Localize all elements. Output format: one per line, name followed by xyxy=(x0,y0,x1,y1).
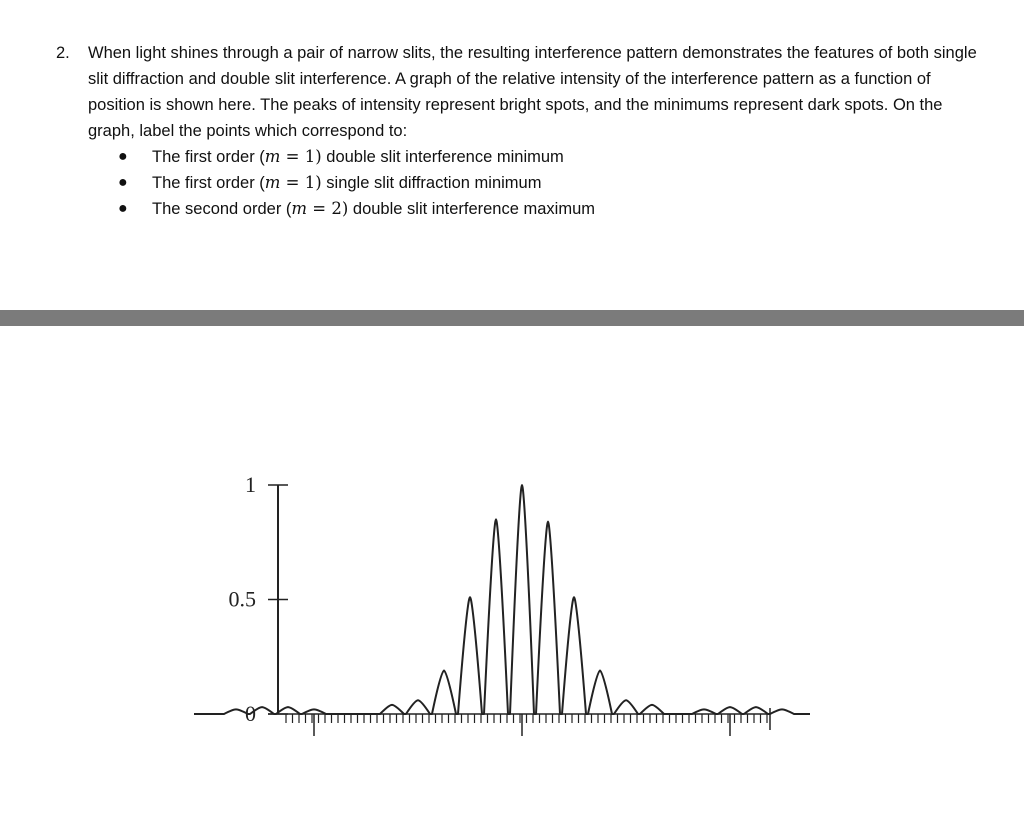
intensity-chart xyxy=(190,460,810,760)
question-body xyxy=(88,40,986,222)
bullet-item: ● The second order (m = 2) double slit interference maximum xyxy=(152,196,986,222)
bullet-icon: ● xyxy=(118,148,128,165)
bullet-item: ● The first order (m = 1) single slit diffraction minimum xyxy=(152,170,986,196)
section-divider xyxy=(0,310,1024,326)
y-tick-label: 0 xyxy=(245,701,256,726)
bullet-icon: ● xyxy=(118,200,128,217)
question-number: 2. xyxy=(56,44,70,62)
y-tick-label: 1 xyxy=(245,472,256,497)
question-text: When light shines through a pair of narrow slits, the resulting interference pattern demonstrates the features of both single slit diffraction and double slit interference. A graph of the relative intensity of the interference pattern as a function of position is shown here. The peaks of intensity represent bright spots, and the minimums represent dark spots. On the graph, label the points which correspond to: xyxy=(88,44,977,140)
question-block xyxy=(56,40,986,222)
bullet-list xyxy=(88,144,986,222)
y-axis xyxy=(229,472,289,726)
y-tick-label: 0.5 xyxy=(228,586,256,612)
bullet-item: ● The first order (m = 1) double slit interference minimum xyxy=(152,144,986,170)
bullet-icon: ● xyxy=(118,174,128,191)
